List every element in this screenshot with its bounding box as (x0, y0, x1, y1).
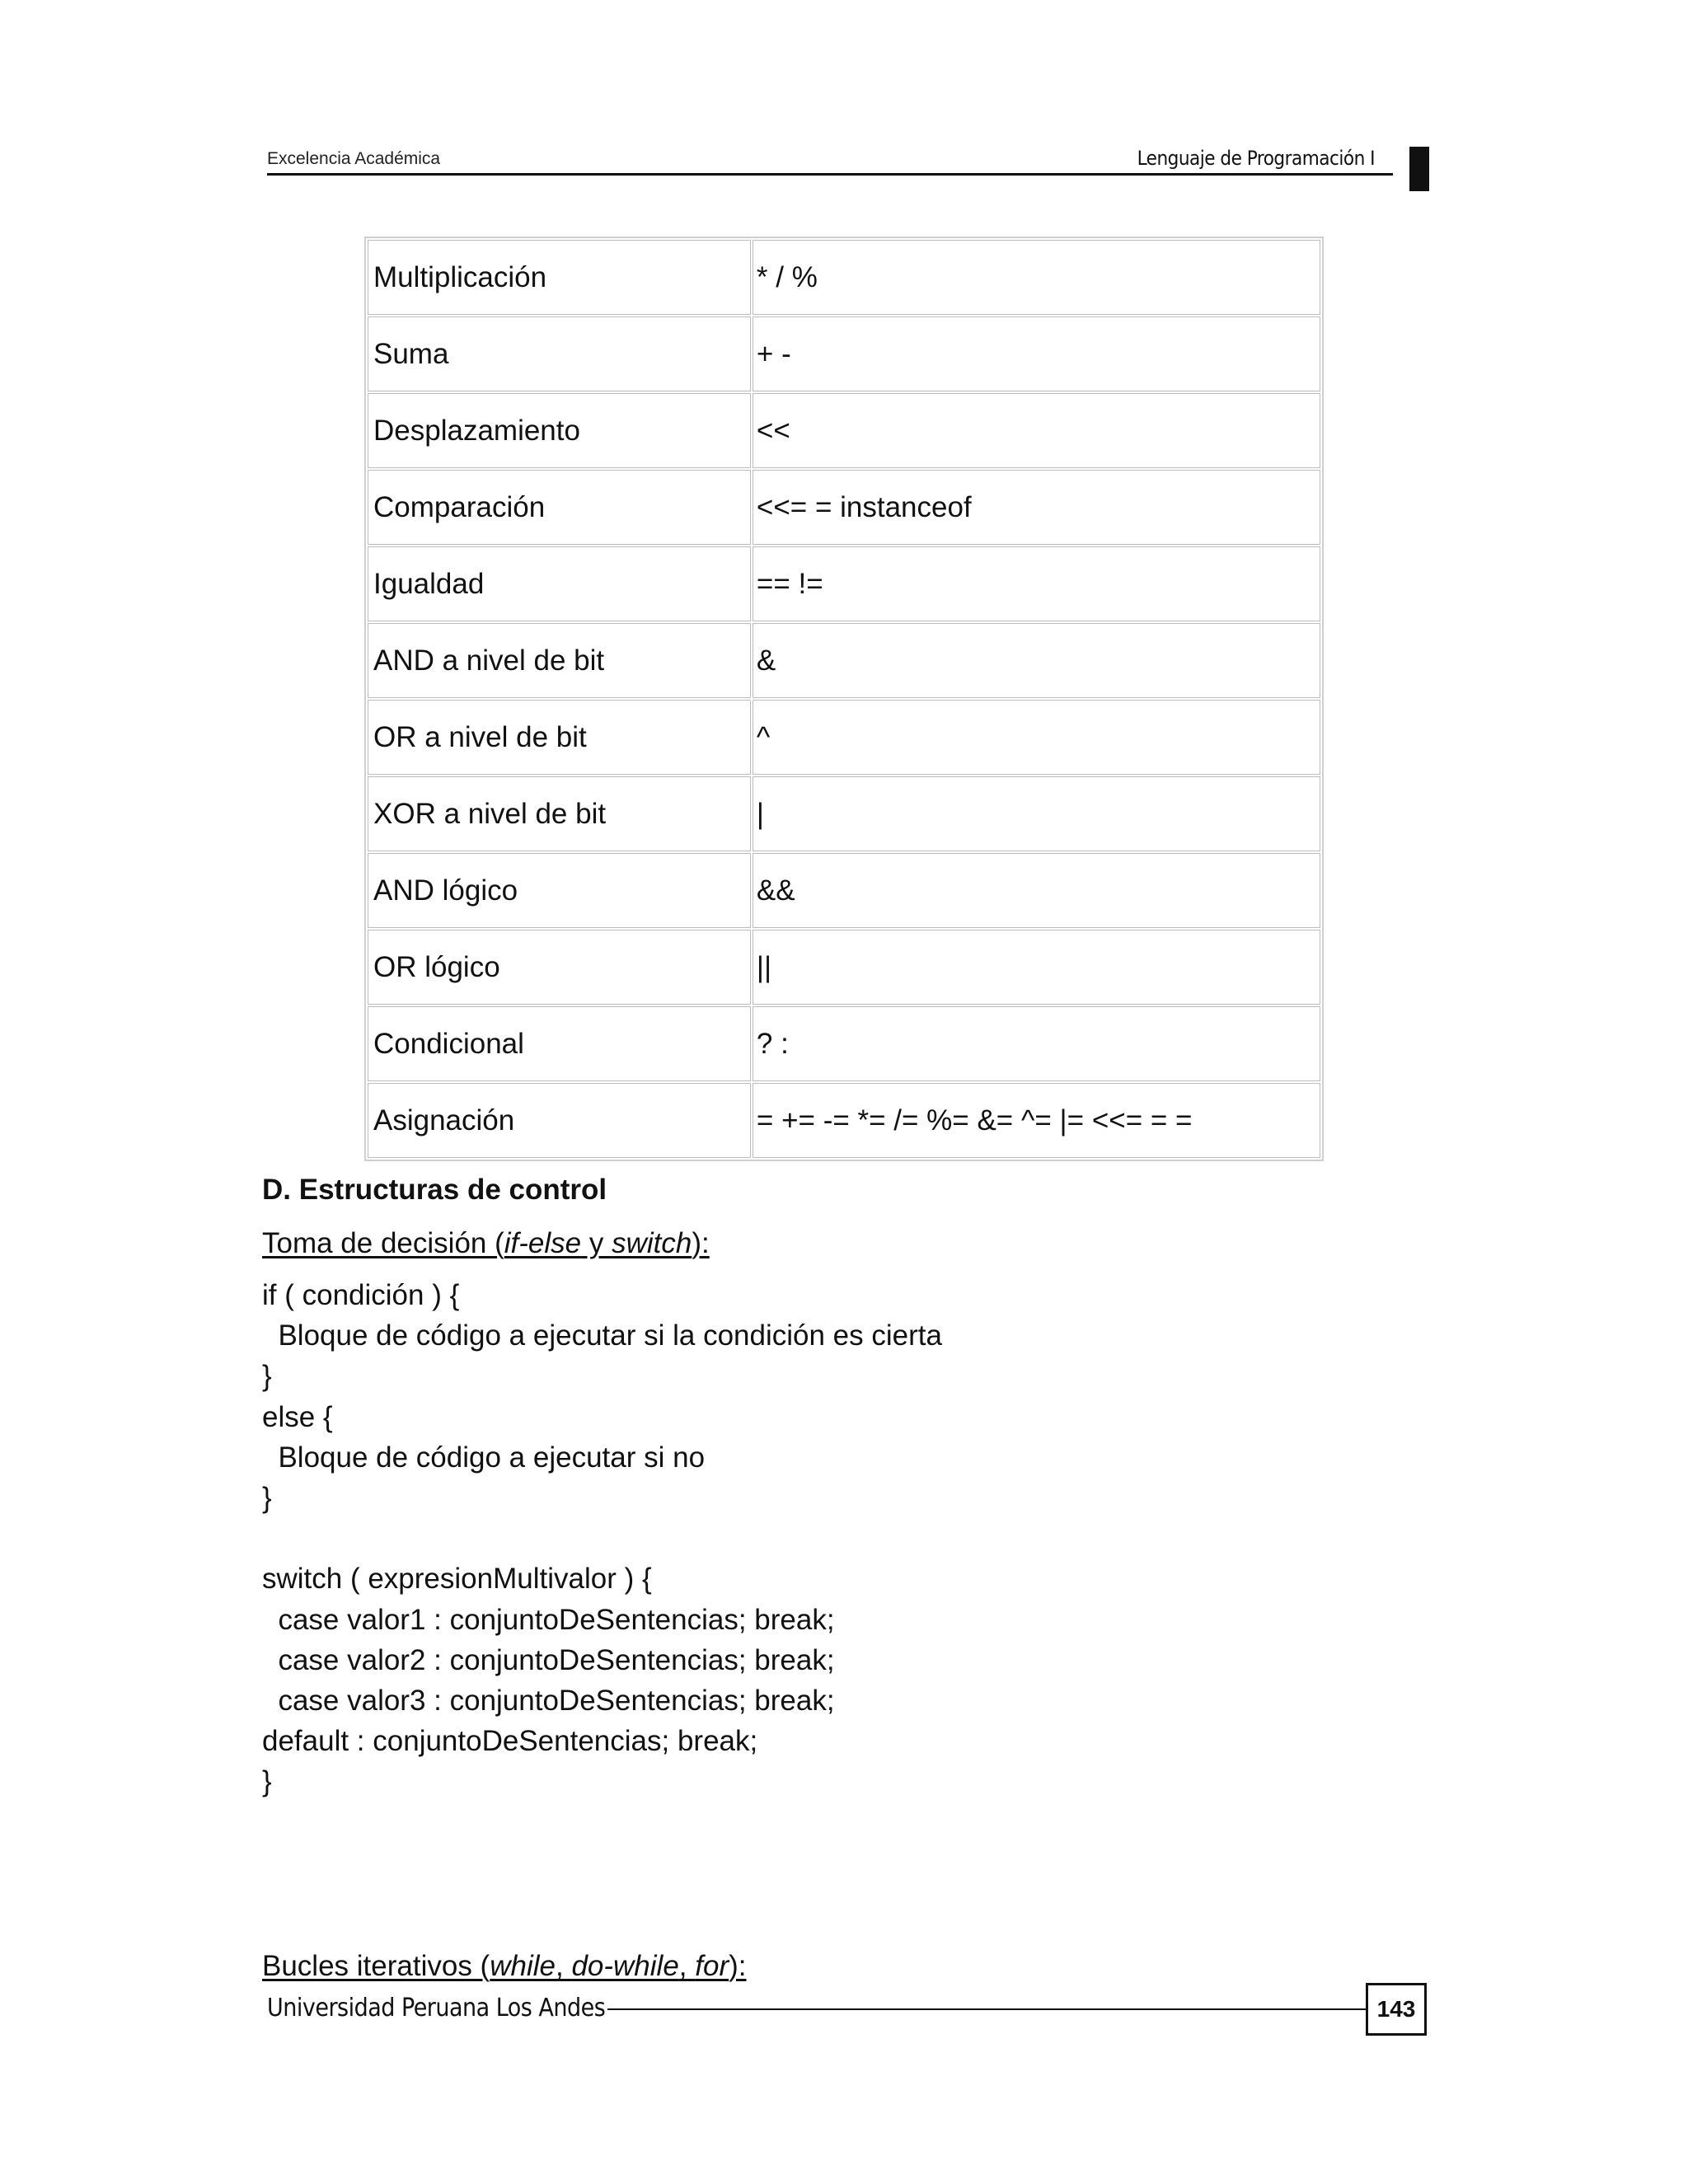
operator-symbols: & (753, 623, 1320, 698)
operator-row (368, 470, 1320, 545)
operator-symbols: ? : (753, 1006, 1320, 1081)
decision-subtitle-prefix: Toma de decisión ( (262, 1227, 504, 1259)
operator-category: AND lógico (368, 853, 751, 928)
loops-subtitle-sep2: , (678, 1950, 696, 1982)
decision-subtitle-ifelse: if-else (504, 1227, 582, 1259)
code-line: case valor3 : conjuntoDeSentencias; break; (262, 1685, 835, 1717)
code-line: } (262, 1765, 272, 1797)
footer-university: Universidad Peruana Los Andes (267, 1994, 606, 2022)
operator-symbols: ^ (753, 700, 1320, 775)
operator-row (368, 393, 1320, 468)
operator-row (368, 623, 1320, 698)
code-line: } (262, 1360, 272, 1392)
operator-symbols: | (753, 776, 1320, 851)
code-line: Bloque de código a ejecutar si la condición es cierta (262, 1319, 942, 1352)
code-line: switch ( expresionMultivalor ) { (262, 1563, 652, 1595)
operator-category: Suma (368, 316, 751, 391)
operator-category: Igualdad (368, 546, 751, 621)
loops-subtitle-while: while (490, 1950, 556, 1982)
operator-category: Desplazamiento (368, 393, 751, 468)
operator-row (368, 546, 1320, 621)
operator-category: AND a nivel de bit (368, 623, 751, 698)
operator-row (368, 316, 1320, 391)
loops-subtitle (262, 1952, 747, 1980)
loops-subtitle-for: for (695, 1950, 729, 1982)
code-line: case valor1 : conjuntoDeSentencias; break; (262, 1604, 835, 1636)
code-line: case valor2 : conjuntoDeSentencias; break; (262, 1644, 835, 1676)
loops-subtitle-dowhile: do-while (571, 1950, 679, 1982)
operator-symbols: && (753, 853, 1320, 928)
footer-rule (607, 2008, 1366, 2010)
operator-category: Condicional (368, 1006, 751, 1081)
operator-table (364, 237, 1324, 1161)
operator-row (368, 1006, 1320, 1081)
operator-row (368, 1083, 1320, 1158)
code-line: else { (262, 1401, 333, 1433)
operator-category: OR lógico (368, 930, 751, 1005)
operator-row (368, 853, 1320, 928)
decision-subtitle (262, 1229, 710, 1258)
loops-subtitle-prefix: Bucles iterativos ( (262, 1950, 490, 1982)
operator-category: Comparación (368, 470, 751, 545)
operator-symbols: || (753, 930, 1320, 1005)
operator-symbols: + - (753, 316, 1320, 391)
operator-table-body (368, 240, 1320, 1158)
operator-category: Multiplicación (368, 240, 751, 315)
header-left-text: Excelencia Académica (267, 149, 441, 168)
operator-category: OR a nivel de bit (368, 700, 751, 775)
operator-row (368, 776, 1320, 851)
decision-subtitle-and: y (581, 1227, 612, 1259)
header-rule (267, 173, 1393, 176)
operator-row (368, 240, 1320, 315)
operator-symbols: == != (753, 546, 1320, 621)
decision-subtitle-switch: switch (612, 1227, 692, 1259)
code-line: Bloque de código a ejecutar si no (262, 1441, 706, 1474)
loops-subtitle-suffix: ): (729, 1950, 747, 1982)
operator-row (368, 930, 1320, 1005)
operator-symbols: << (753, 393, 1320, 468)
operator-category: Asignación (368, 1083, 751, 1158)
operator-symbols: = += -= *= /= %= &= ^= |= <<= = = (753, 1083, 1320, 1158)
code-line: if ( condición ) { (262, 1279, 460, 1311)
operator-symbols: * / % (753, 240, 1320, 315)
header-tab-marker (1409, 147, 1429, 191)
loops-subtitle-sep1: , (555, 1950, 572, 1982)
operator-symbols: <<= = instanceof (753, 470, 1320, 545)
decision-subtitle-suffix: ): (692, 1227, 710, 1259)
header-right-text: Lenguaje de Programación I (1137, 147, 1375, 170)
operator-category: XOR a nivel de bit (368, 776, 751, 851)
page-number: 143 (1366, 1983, 1427, 2036)
code-line: default : conjuntoDeSentencias; break; (262, 1725, 758, 1757)
code-line: } (262, 1482, 272, 1514)
section-heading: D. Estructuras de control (262, 1174, 607, 1206)
operator-row (368, 700, 1320, 775)
